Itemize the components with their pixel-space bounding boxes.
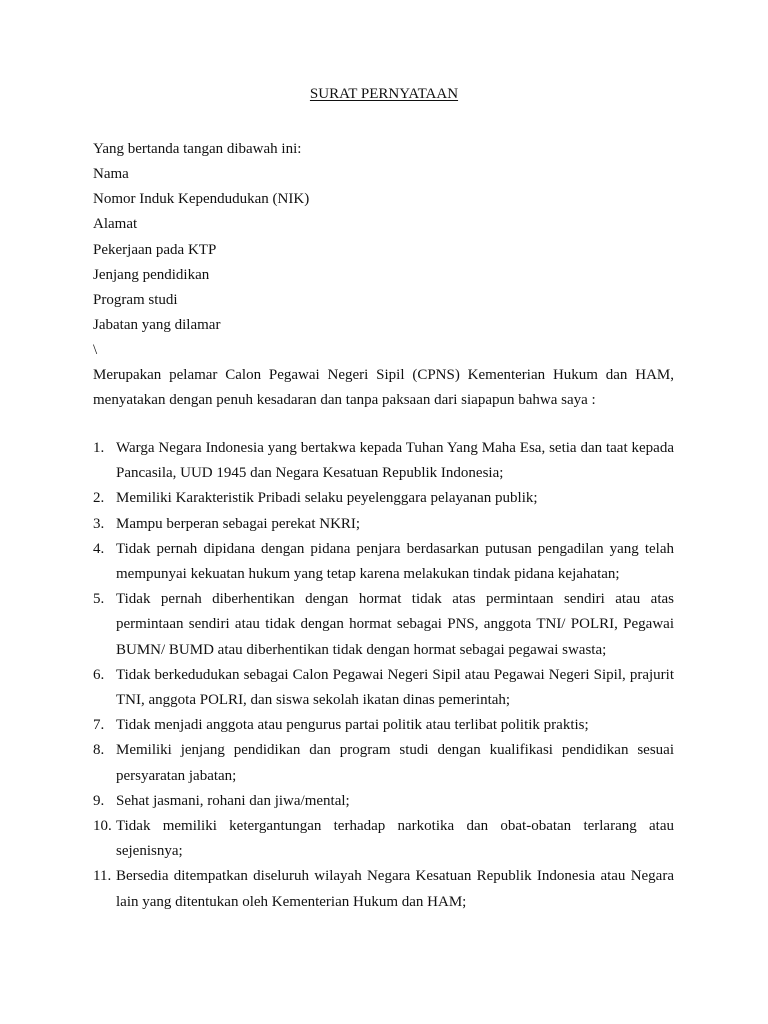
item-text: Memiliki jenjang pendidikan dan program studi dengan kualifikasi pendidikan sesuai persyaratan jabatan; [116, 742, 674, 784]
field-label-jabatan: Jabatan yang dilamar [93, 317, 221, 334]
declaration-item [93, 587, 674, 663]
field-label-pekerjaan: Pekerjaan pada KTP [93, 241, 217, 258]
field-label-program-studi: Program studi [93, 291, 178, 308]
item-number: 10. [93, 818, 112, 835]
item-number: 1. [93, 440, 105, 456]
item-number: 7. [93, 717, 105, 734]
item-text: Tidak pernah dipidana dengan pidana penjara berdasarkan putusan pengadilan yang telah mempunyai kekuatan hukum yang tetap karena melakukan tindak pidana kejahatan; [116, 540, 674, 583]
item-number: 9. [93, 792, 105, 809]
declaration-item [93, 814, 674, 864]
item-text: Memiliki Karakteristik Pribadi selaku peyelenggara pelayanan publik; [116, 490, 538, 507]
field-label-alamat: Alamat [93, 216, 138, 233]
field-label-nama: Nama [93, 166, 129, 182]
intro-text: Yang bertanda tangan dibawah ini: [93, 141, 302, 157]
identity-fields-list [93, 162, 309, 364]
item-number: 5. [93, 591, 105, 608]
item-text: Tidak berkedudukan sebagai Calon Pegawai Negeri Sipil atau Pegawai Negeri Sipil, prajurit TNI, anggota POLRI, dan siswa sekolah ikatan dinas pemerintah; [116, 666, 674, 709]
item-text: Tidak memiliki ketergantungan terhadap narkotika dan obat-obatan terlarang atau sejenisnya; [116, 818, 674, 860]
declaration-list [93, 436, 674, 915]
declaration-item [93, 864, 674, 914]
declaration-item [93, 789, 674, 814]
declaration-item [93, 663, 674, 713]
item-text: Sehat jasmani, rohani dan jiwa/mental; [116, 792, 350, 809]
declaration-item [93, 486, 674, 511]
item-text: Tidak menjadi anggota atau pengurus partai politik atau terlibat politik praktis; [116, 717, 589, 734]
item-number: 3. [93, 515, 105, 532]
item-text: Tidak pernah diberhentikan dengan hormat tidak atas permintaan sendiri atau atas permintaan sendiri atau tidak dengan hormat sebagai PNS, anggota TNI/ POLRI, Pegawai BUMN/ BUMD atau diberhentikan tidak dengan hormat sebagai pegawai swasta; [116, 591, 674, 658]
stray-mark: \ [93, 342, 98, 359]
declaration-item [93, 512, 674, 537]
field-label-nik: Nomor Induk Kependudukan (NIK) [93, 191, 310, 208]
document-title: SURAT PERNYATAAN [309, 86, 459, 102]
declaration-item [93, 713, 674, 738]
item-number: 4. [93, 540, 105, 557]
declaration-item [93, 436, 674, 486]
item-number: 8. [93, 742, 105, 759]
item-number: 2. [93, 490, 105, 507]
field-label-jenjang-pendidikan: Jenjang pendidikan [93, 266, 210, 283]
item-text: Warga Negara Indonesia yang bertakwa kepada Tuhan Yang Maha Esa, setia dan taat kepada Pancasila, UUD 1945 dan Negara Kesatuan Republik Indonesia; [116, 440, 674, 482]
declaration-item [93, 738, 674, 788]
statement-paragraph: Merupakan pelamar Calon Pegawai Negeri Sipil (CPNS) Kementerian Hukum dan HAM, menyatakan dengan penuh kesadaran dan tanpa paksaan dari siapapun bahwa saya : [93, 367, 674, 408]
declaration-item [93, 537, 674, 587]
item-text: Mampu berperan sebagai perekat NKRI; [116, 515, 361, 532]
item-number: 6. [93, 666, 105, 683]
item-number: 11. [93, 868, 112, 885]
item-text: Bersedia ditempatkan diseluruh wilayah Negara Kesatuan Republik Indonesia atau Negara lain yang ditentukan oleh Kementerian Hukum dan HAM; [116, 868, 674, 910]
